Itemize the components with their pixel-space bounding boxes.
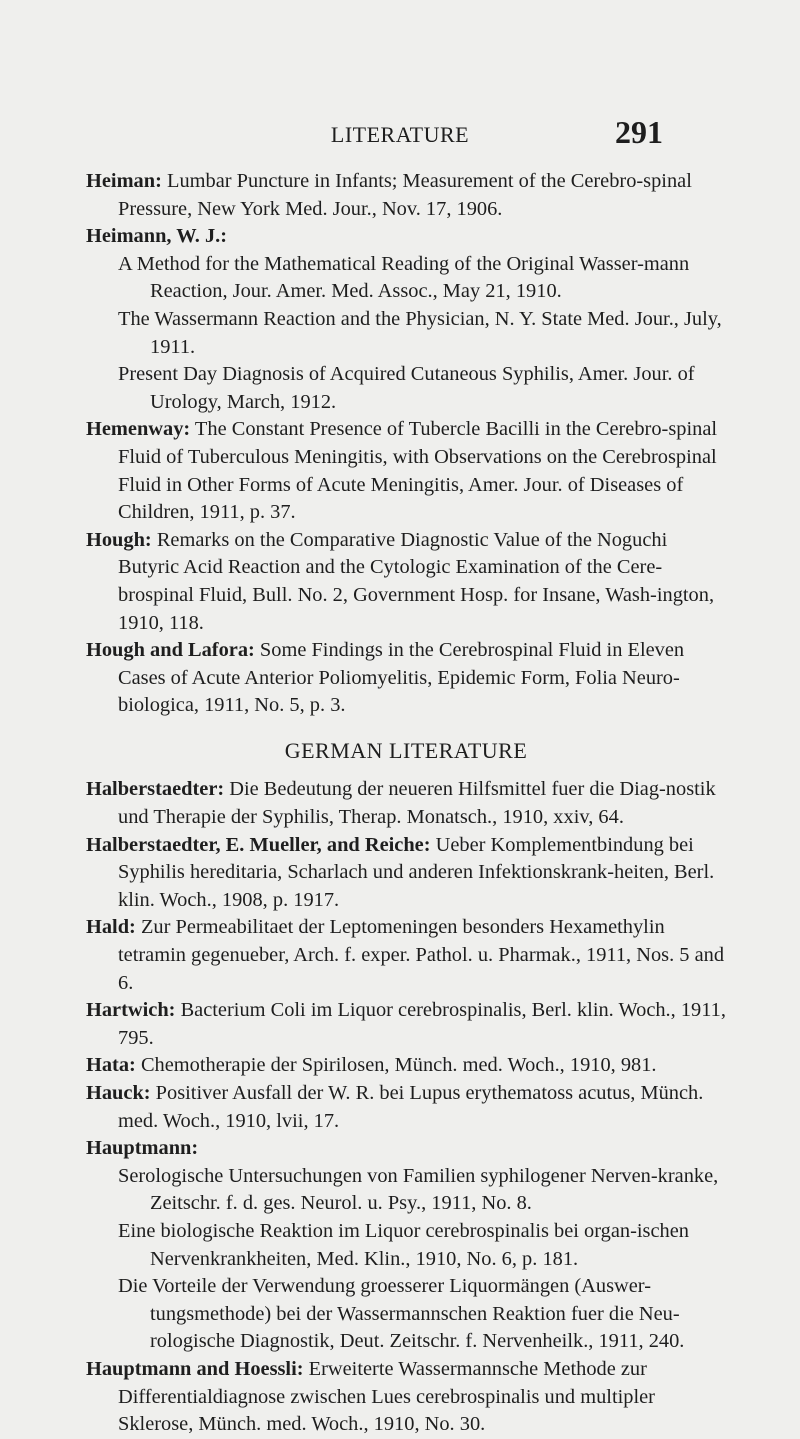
entry-author: Hauck: xyxy=(86,1082,151,1104)
entry-text: Erweiterte Wassermannsche Methode zur Differentialdiagnose zwischen Lues cerebrospinalis und multipler Sklerose, Münch. med. Woch., 1910, No. 30. xyxy=(118,1357,655,1436)
entry-author: Hata: xyxy=(86,1054,136,1077)
bibliography-entry xyxy=(86,168,726,223)
entry-author: Hauptmann and Hoessli: xyxy=(86,1357,304,1380)
entry-author: Hemenway: xyxy=(86,418,191,441)
entry-author: Heimann, W. J.: xyxy=(86,225,228,248)
bibliography-entry xyxy=(86,1135,726,1163)
bibliography-entry xyxy=(86,914,726,997)
bibliography-entry xyxy=(86,1356,726,1439)
entry-author: Halberstaedter, E. Mueller, and Reiche: xyxy=(86,833,431,856)
bibliography-body xyxy=(86,168,726,1439)
entry-author: Heiman: xyxy=(86,170,162,192)
entry-author: Hartwich: xyxy=(86,999,176,1022)
entry-author: Hough: xyxy=(86,528,152,551)
bibliography-entry xyxy=(86,416,726,526)
entry-text: Some Findings in the Cerebrospinal Fluid in Eleven Cases of Acute Anterior Poliomyelitis, Epidemic Form, Folia Neuro-biologica, 1911, No. 5, p. 3. xyxy=(118,639,685,717)
bibliography-entry xyxy=(86,1080,726,1135)
bibliography-entry xyxy=(86,637,726,720)
entry-author: Hauptmann: xyxy=(86,1137,199,1160)
bibliography-subentry: Present Day Diagnosis of Acquired Cutaneous Syphilis, Amer. Jour. of Urology, March, 1912. xyxy=(118,363,695,413)
section-heading-german-literature: GERMAN LITERATURE xyxy=(284,737,528,763)
entry-author: Hough and Lafora: xyxy=(86,639,255,662)
page-number: 291 xyxy=(615,114,663,150)
entry-text: Lumbar Puncture in Infants; Measurement of the Cerebro-spinal Pressure, New York Med. Jour., Nov. 17, 1906. xyxy=(118,170,692,220)
entry-text: Chemotherapie der Spirilosen, Münch. med. Woch., 1910, 981. xyxy=(135,1054,657,1077)
running-head-title: LITERATURE xyxy=(330,122,470,147)
bibliography-entry xyxy=(86,997,726,1052)
bibliography-entry xyxy=(86,223,726,251)
entry-text: Positiver Ausfall der W. R. bei Lupus erythematoss acutus, Münch. med. Woch., 1910, lvii, 17. xyxy=(118,1082,704,1132)
bibliography-entry xyxy=(86,527,726,637)
bibliography-entry xyxy=(86,776,726,831)
bibliography-subentry: A Method for the Mathematical Reading of the Original Wasser-mann Reaction, Jour. Amer. Med. Assoc., May 21, 1910. xyxy=(118,252,690,303)
bibliography-subentry: Eine biologische Reaktion im Liquor cerebrospinalis bei organ-ischen Nervenkrankheiten, Med. Klin., 1910, No. 6, p. 181. xyxy=(118,1219,689,1270)
entry-author: Hald: xyxy=(86,916,136,939)
bibliography-subentry: The Wassermann Reaction and the Physician, N. Y. State Med. Jour., July, 1911. xyxy=(118,307,722,358)
entry-text: Ueber Komplementbindung bei Syphilis hereditaria, Scharlach und anderen Infektionskrank-heiten, Berl. klin. Woch., 1908, p. 1917. xyxy=(118,833,715,911)
entry-text: Zur Permeabilitaet der Leptomeningen besonders Hexamethylin tetramin gegenueber, Arch. f. exper. Pathol. u. Pharmak., 1911, Nos. 5 and 6. xyxy=(118,916,725,994)
entry-text: The Constant Presence of Tubercle Bacilli in the Cerebro-spinal Fluid of Tuberculous Meningitis, with Observations on the Cerebrospinal Fluid in Other Forms of Acute Meningitis, Amer. Jour. of Diseases of Children, 1911, p. 37. xyxy=(118,418,718,524)
running-head xyxy=(0,114,800,154)
entry-text: Bacterium Coli im Liquor cerebrospinalis, Berl. klin. Woch., 1911, 795. xyxy=(118,999,726,1049)
bibliography-subentry: Serologische Untersuchungen von Familien syphilogener Nerven-kranke, Zeitschr. f. d. ges. Neurol. u. Psy., 1911, No. 8. xyxy=(118,1164,719,1215)
bibliography-entry xyxy=(86,832,726,915)
bibliography-subentry: Die Vorteile der Verwendung groesserer Liquormängen (Auswer-tungsmethode) bei der Wassermannschen Reaktion fuer die Neu-rologische Diagnostik, Deut. Zeitschr. f. Nervenheilk., 1911, 240. xyxy=(118,1275,685,1353)
entry-text: Die Bedeutung der neueren Hilfsmittel fuer die Diag-nostik und Therapie der Syphilis, Therap. Monatsch., 1910, xxiv, 64. xyxy=(118,778,716,829)
entry-text: Remarks on the Comparative Diagnostic Value of the Noguchi Butyric Acid Reaction and the Cytologic Examination of the Cere-brospinal Fluid, Bull. No. 2, Government Hosp. for Insane, Wash-ington, 1910, 118. xyxy=(118,528,715,634)
bibliography-entry xyxy=(86,1052,726,1080)
entry-author: Halberstaedter: xyxy=(86,778,225,801)
